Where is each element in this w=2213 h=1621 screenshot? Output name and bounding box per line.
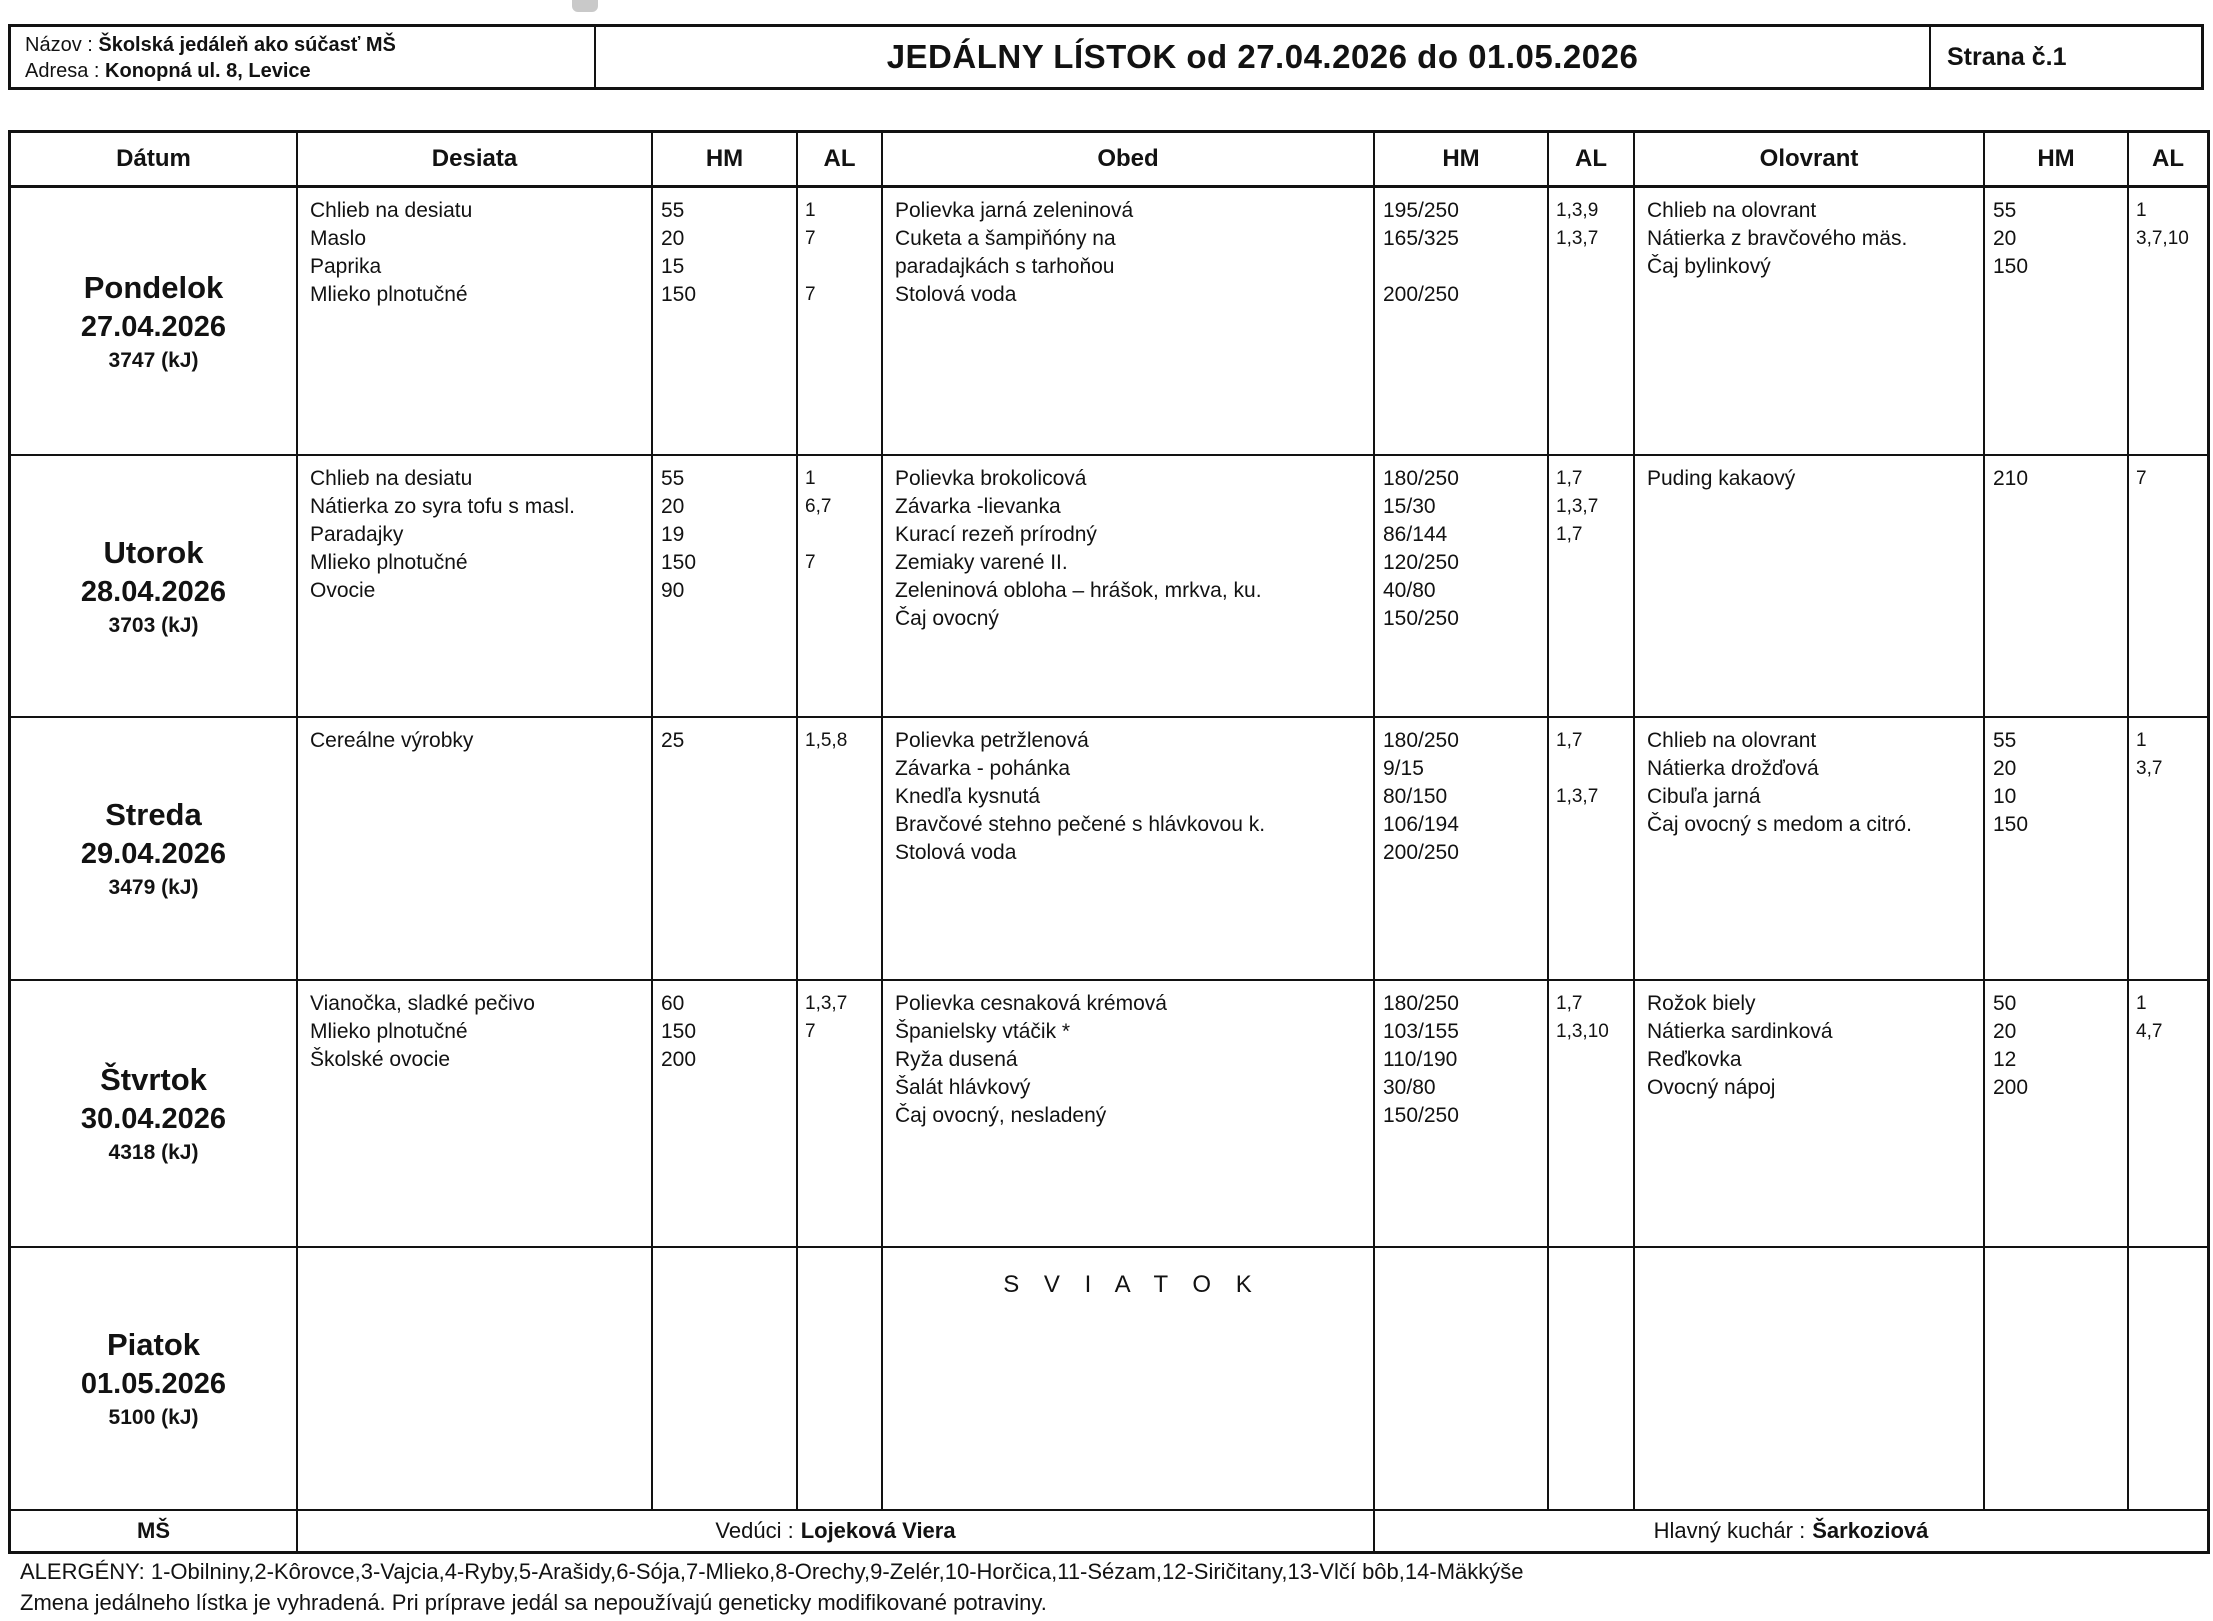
dish-name: Paprika xyxy=(310,255,382,278)
dish-hm: 200/250 xyxy=(1383,841,1459,864)
desiata-al-cell xyxy=(798,981,883,1248)
dish-hm: 200 xyxy=(661,1048,697,1071)
desiata-al-cell xyxy=(798,718,883,981)
olovrant-al-cell xyxy=(2129,981,2207,1248)
dish-hm: 210 xyxy=(1993,467,2029,490)
desiata-hm-cell xyxy=(653,981,798,1248)
dish-al: 1,3,9 xyxy=(1556,200,1599,221)
olovrant-names-cell xyxy=(1635,188,1985,456)
dish-name: Polievka cesnaková krémová xyxy=(895,992,1167,1015)
dish-hm: 55 xyxy=(1993,729,2017,752)
document-header xyxy=(8,24,2204,90)
dish-name: Maslo xyxy=(310,227,367,250)
dish-hm: 12 xyxy=(1993,1048,2017,1071)
dish-name: Čaj ovocný s medom a citró. xyxy=(1647,813,1912,836)
holiday-note: S V I A T O K xyxy=(1003,1271,1261,1298)
dish-hm: 40/80 xyxy=(1383,579,1436,602)
dish-hm: 180/250 xyxy=(1383,992,1459,1015)
col-header-olovrant: Olovrant xyxy=(1635,133,1985,188)
school-address-label: Adresa : xyxy=(25,60,100,82)
dish-name: Ovocie xyxy=(310,579,376,602)
desiata-names-cell xyxy=(298,1248,653,1511)
desiata-al-cell xyxy=(798,188,883,456)
day-name: Piatok xyxy=(106,1327,201,1362)
dish-al xyxy=(1556,1074,1629,1102)
obed-al-cell xyxy=(1549,1248,1635,1511)
obed-hm-cell xyxy=(1375,981,1549,1248)
menu-table xyxy=(8,130,2210,1554)
day-date: 30.04.2026 xyxy=(80,1103,227,1135)
dish-al: 1,3,7 xyxy=(805,993,848,1014)
day-date-cell xyxy=(11,188,298,456)
dish-hm: 150/250 xyxy=(1383,1104,1459,1127)
dish-al: 7 xyxy=(805,552,816,573)
menu-table-body xyxy=(11,188,2207,1511)
dish-al: 1 xyxy=(2136,200,2147,221)
dish-name: Polievka petržlenová xyxy=(895,729,1089,752)
desiata-al-cell xyxy=(798,456,883,718)
dish-hm: 55 xyxy=(661,199,685,222)
dish-al xyxy=(1556,1046,1629,1074)
olovrant-al-cell xyxy=(2129,188,2207,456)
dish-hm: 150 xyxy=(1993,255,2029,278)
day-energy: 5100 (kJ) xyxy=(108,1406,199,1429)
dish-al xyxy=(1556,253,1629,281)
day-name: Streda xyxy=(105,797,202,832)
obed-hm-cell xyxy=(1375,188,1549,456)
olovrant-names-cell xyxy=(1635,1248,1985,1511)
dish-hm: 150 xyxy=(1993,813,2029,836)
dish-hm xyxy=(1383,253,1543,281)
dish-al: 1,3,7 xyxy=(1556,228,1599,249)
dish-name: Závarka -lievanka xyxy=(895,495,1061,518)
olovrant-hm-cell xyxy=(1985,1248,2129,1511)
obed-al-cell xyxy=(1549,188,1635,456)
dish-name: Chlieb na desiatu xyxy=(310,199,473,222)
dish-al: 1,5,8 xyxy=(805,730,848,751)
olovrant-hm-cell xyxy=(1985,456,2129,718)
day-energy: 3747 (kJ) xyxy=(108,348,199,372)
dish-al: 1 xyxy=(805,200,816,221)
olovrant-names-cell xyxy=(1635,981,1985,1248)
dish-hm: 195/250 xyxy=(1383,199,1459,222)
dish-al: 1 xyxy=(2136,730,2147,751)
dish-hm: 106/194 xyxy=(1383,813,1459,836)
dish-hm: 150/250 xyxy=(1383,607,1459,630)
desiata-al-cell xyxy=(798,1248,883,1511)
dish-al: 7 xyxy=(805,1021,816,1042)
dish-al: 1 xyxy=(2136,993,2147,1014)
day-date-cell xyxy=(11,981,298,1248)
dish-hm: 165/325 xyxy=(1383,227,1459,250)
veduci-label: Vedúci : xyxy=(715,1518,794,1543)
dish-hm: 150 xyxy=(661,283,697,306)
dish-name: Cereálne výrobky xyxy=(310,729,474,752)
school-name-value: Školská jedáleň ako súčasť MŠ xyxy=(98,34,396,56)
dish-al xyxy=(2136,811,2203,839)
obed-al-cell xyxy=(1549,718,1635,981)
dish-name: Paradajky xyxy=(310,523,404,546)
dish-hm: 30/80 xyxy=(1383,1076,1436,1099)
dish-name: Knedľa kysnutá xyxy=(895,785,1041,808)
obed-names-cell xyxy=(883,1248,1375,1511)
dish-hm: 150 xyxy=(661,1020,697,1043)
desiata-names-cell xyxy=(298,718,653,981)
dish-al: 1,3,7 xyxy=(1556,496,1599,517)
dish-al xyxy=(1556,605,1629,633)
dish-hm: 20 xyxy=(1993,1020,2017,1043)
dish-hm: 15 xyxy=(661,255,685,278)
footer-ms: MŠ xyxy=(11,1511,298,1551)
dish-hm: 150 xyxy=(661,551,697,574)
dish-name: Stolová voda xyxy=(895,841,1017,864)
dish-hm: 90 xyxy=(661,579,685,602)
dish-hm: 20 xyxy=(1993,227,2017,250)
dish-al: 7 xyxy=(805,284,816,305)
dish-al: 3,7 xyxy=(2136,758,2163,779)
dish-al xyxy=(805,1046,877,1074)
dish-name: Vianočka, sladké pečivo xyxy=(310,992,535,1015)
dish-name: Mlieko plnotučné xyxy=(310,1020,468,1043)
school-address-line xyxy=(25,58,594,84)
dish-al: 1,3,7 xyxy=(1556,786,1599,807)
dish-al: 1,3,10 xyxy=(1556,1021,1609,1042)
dish-name: Mlieko plnotučné xyxy=(310,551,468,574)
day-row xyxy=(11,188,2207,456)
col-header-desiata: Desiata xyxy=(298,133,653,188)
dish-name: Čaj ovocný xyxy=(895,607,999,630)
footer-kuchar xyxy=(1375,1511,2207,1551)
dish-hm: 9/15 xyxy=(1383,757,1424,780)
school-name-label: Názov : xyxy=(25,34,93,56)
col-header-hm-1: HM xyxy=(653,133,798,188)
page-number: Strana č.1 xyxy=(1947,42,2067,71)
dish-name: Zemiaky varené II. xyxy=(895,551,1068,574)
dish-hm: 103/155 xyxy=(1383,1020,1459,1043)
dish-al xyxy=(805,253,877,281)
dish-al: 1,7 xyxy=(1556,993,1583,1014)
obed-names-cell xyxy=(883,981,1375,1248)
obed-al-cell xyxy=(1549,456,1635,718)
dish-al xyxy=(2136,1074,2203,1102)
desiata-names-cell xyxy=(298,981,653,1248)
kuchar-value: Šarkoziová xyxy=(1812,1518,1929,1543)
day-name: Utorok xyxy=(103,534,204,570)
dish-hm: 10 xyxy=(1993,785,2017,808)
obed-hm-cell xyxy=(1375,456,1549,718)
dish-al xyxy=(1556,577,1629,605)
dish-name: Bravčové stehno pečené s hlávkovou k. xyxy=(895,813,1266,836)
day-energy: 4318 (kJ) xyxy=(108,1141,199,1164)
dish-name: Nátierka zo syra tofu s masl. xyxy=(310,495,575,518)
scan-artifact xyxy=(572,0,598,12)
dish-al: 7 xyxy=(2136,468,2147,489)
col-header-hm-3: HM xyxy=(1985,133,2129,188)
dish-al: 1,7 xyxy=(1556,468,1583,489)
desiata-names-cell xyxy=(298,188,653,456)
document-title: JEDÁLNY LÍSTOK od 27.04.2026 do 01.05.2026 xyxy=(596,27,1931,87)
dish-hm: 180/250 xyxy=(1383,729,1459,752)
dish-hm: 110/190 xyxy=(1383,1048,1458,1071)
dish-al: 1,7 xyxy=(1556,524,1583,545)
dish-name: Ovocný nápoj xyxy=(1647,1076,1776,1099)
footer-veduci xyxy=(298,1511,1375,1551)
desiata-hm-cell xyxy=(653,1248,798,1511)
dish-name: Chlieb na desiatu xyxy=(310,467,473,490)
col-header-datum: Dátum xyxy=(11,133,298,188)
dish-name: Nátierka drožďová xyxy=(1647,757,1819,780)
dish-hm: 15/30 xyxy=(1383,495,1436,518)
dish-name: Polievka brokolicová xyxy=(895,467,1087,490)
day-date: 29.04.2026 xyxy=(80,838,227,870)
dish-al: 7 xyxy=(805,228,816,249)
dish-al xyxy=(1556,755,1629,783)
dish-name: Školské ovocie xyxy=(310,1048,451,1071)
dish-hm: 60 xyxy=(661,992,685,1015)
day-date: 27.04.2026 xyxy=(80,310,227,343)
obed-hm-cell xyxy=(1375,718,1549,981)
dish-name: Cibuľa jarná xyxy=(1647,785,1761,808)
dish-al: 3,7,10 xyxy=(2136,228,2189,249)
dish-name: Kurací rezeň prírodný xyxy=(895,523,1097,546)
kuchar-label: Hlavný kuchár : xyxy=(1653,1518,1806,1543)
dish-al: 1 xyxy=(805,468,816,489)
olovrant-al-cell xyxy=(2129,1248,2207,1511)
olovrant-al-cell xyxy=(2129,718,2207,981)
disclaimer-note: Zmena jedálneho lístka je vyhradená. Pri príprave jedál sa nepoužívajú geneticky modifikované potraviny. xyxy=(20,1590,1047,1615)
day-row xyxy=(11,718,2207,981)
school-name-line xyxy=(25,32,594,58)
dish-hm: 55 xyxy=(1993,199,2017,222)
obed-names-cell xyxy=(883,456,1375,718)
col-header-al-1: AL xyxy=(798,133,883,188)
day-row xyxy=(11,456,2207,718)
dish-name: Mlieko plnotučné xyxy=(310,283,468,306)
school-info-box xyxy=(11,27,596,87)
desiata-names-cell xyxy=(298,456,653,718)
dish-hm: 120/250 xyxy=(1383,551,1459,574)
dish-hm: 19 xyxy=(661,523,685,546)
day-row xyxy=(11,1248,2207,1511)
obed-names-cell xyxy=(883,188,1375,456)
table-header-row xyxy=(11,133,2207,188)
dish-name: paradajkách s tarhoňou xyxy=(895,255,1115,278)
col-header-al-3: AL xyxy=(2129,133,2207,188)
day-date-cell xyxy=(11,456,298,718)
dish-name: Rožok biely xyxy=(1647,992,1756,1015)
dish-al xyxy=(2136,783,2203,811)
day-name: Pondelok xyxy=(83,269,224,305)
olovrant-al-cell xyxy=(2129,456,2207,718)
dish-al xyxy=(805,577,877,605)
olovrant-hm-cell xyxy=(1985,188,2129,456)
dish-name: Stolová voda xyxy=(895,283,1017,306)
dish-hm: 180/250 xyxy=(1383,467,1459,490)
footnotes xyxy=(20,1556,1524,1618)
dish-name: Zeleninová obloha – hrášok, mrkva, ku. xyxy=(895,579,1262,602)
day-date-cell xyxy=(11,718,298,981)
olovrant-hm-cell xyxy=(1985,718,2129,981)
dish-hm: 80/150 xyxy=(1383,785,1448,808)
col-header-hm-2: HM xyxy=(1375,133,1549,188)
dish-name: Polievka jarná zeleninová xyxy=(895,199,1134,222)
dish-hm: 20 xyxy=(661,227,685,250)
dish-name: Čaj bylinkový xyxy=(1647,255,1771,278)
dish-name: Závarka - pohánka xyxy=(895,757,1071,780)
olovrant-names-cell xyxy=(1635,718,1985,981)
dish-al xyxy=(2136,253,2203,281)
day-name: Štvrtok xyxy=(100,1062,207,1097)
dish-hm: 50 xyxy=(1993,992,2017,1015)
dish-name: Ryža dusená xyxy=(895,1048,1018,1071)
obed-names-cell xyxy=(883,718,1375,981)
dish-al xyxy=(1556,811,1629,839)
obed-hm-cell xyxy=(1375,1248,1549,1511)
dish-al xyxy=(1556,839,1629,867)
dish-name: Reďkovka xyxy=(1647,1048,1742,1071)
dish-name: Čaj ovocný, nesladený xyxy=(895,1104,1107,1127)
day-energy: 3479 (kJ) xyxy=(108,876,199,899)
allergens-note: ALERGÉNY: 1-Obilniny,2-Kôrovce,3-Vajcia,4-Ryby,5-Arašidy,6-Sója,7-Mlieko,8-Orechy,9-Zelér,10-Horčica,11-Sézam,12-Siričitany,13-Vlčí bôb,14-Mäkkýše xyxy=(20,1559,1524,1584)
dish-hm: 20 xyxy=(661,495,685,518)
dish-name: Chlieb na olovrant xyxy=(1647,199,1817,222)
desiata-hm-cell xyxy=(653,188,798,456)
dish-al xyxy=(1556,1102,1629,1130)
desiata-hm-cell xyxy=(653,456,798,718)
dish-hm: 86/144 xyxy=(1383,523,1448,546)
dish-al xyxy=(1556,549,1629,577)
veduci-value: Lojeková Viera xyxy=(800,1518,956,1543)
dish-al: 6,7 xyxy=(805,496,832,517)
dish-hm: 25 xyxy=(661,729,685,752)
dish-al: 4,7 xyxy=(2136,1021,2163,1042)
table-footer-row xyxy=(11,1511,2207,1551)
dish-name: Španielsky vtáčik * xyxy=(895,1020,1071,1043)
dish-hm: 200 xyxy=(1993,1076,2029,1099)
dish-hm: 55 xyxy=(661,467,685,490)
school-address-value: Konopná ul. 8, Levice xyxy=(105,60,311,82)
dish-name: Nátierka sardinková xyxy=(1647,1020,1833,1043)
day-date: 01.05.2026 xyxy=(80,1368,227,1400)
dish-name: Šalát hlávkový xyxy=(895,1076,1031,1099)
col-header-obed: Obed xyxy=(883,133,1375,188)
dish-al: 1,7 xyxy=(1556,730,1583,751)
dish-hm: 20 xyxy=(1993,757,2017,780)
dish-al xyxy=(1556,281,1629,309)
dish-name: Puding kakaový xyxy=(1647,467,1796,490)
olovrant-hm-cell xyxy=(1985,981,2129,1248)
dish-al xyxy=(805,521,877,549)
dish-name: Nátierka z bravčového mäs. xyxy=(1647,227,1908,250)
obed-al-cell xyxy=(1549,981,1635,1248)
day-date-cell xyxy=(11,1248,298,1511)
olovrant-names-cell xyxy=(1635,456,1985,718)
day-energy: 3703 (kJ) xyxy=(108,613,199,637)
desiata-hm-cell xyxy=(653,718,798,981)
day-row xyxy=(11,981,2207,1248)
day-date: 28.04.2026 xyxy=(80,575,227,608)
dish-name: Cuketa a šampiňóny na xyxy=(895,227,1116,250)
dish-hm: 200/250 xyxy=(1383,283,1459,306)
col-header-al-2: AL xyxy=(1549,133,1635,188)
dish-al xyxy=(2136,1046,2203,1074)
dish-name: Chlieb na olovrant xyxy=(1647,729,1817,752)
